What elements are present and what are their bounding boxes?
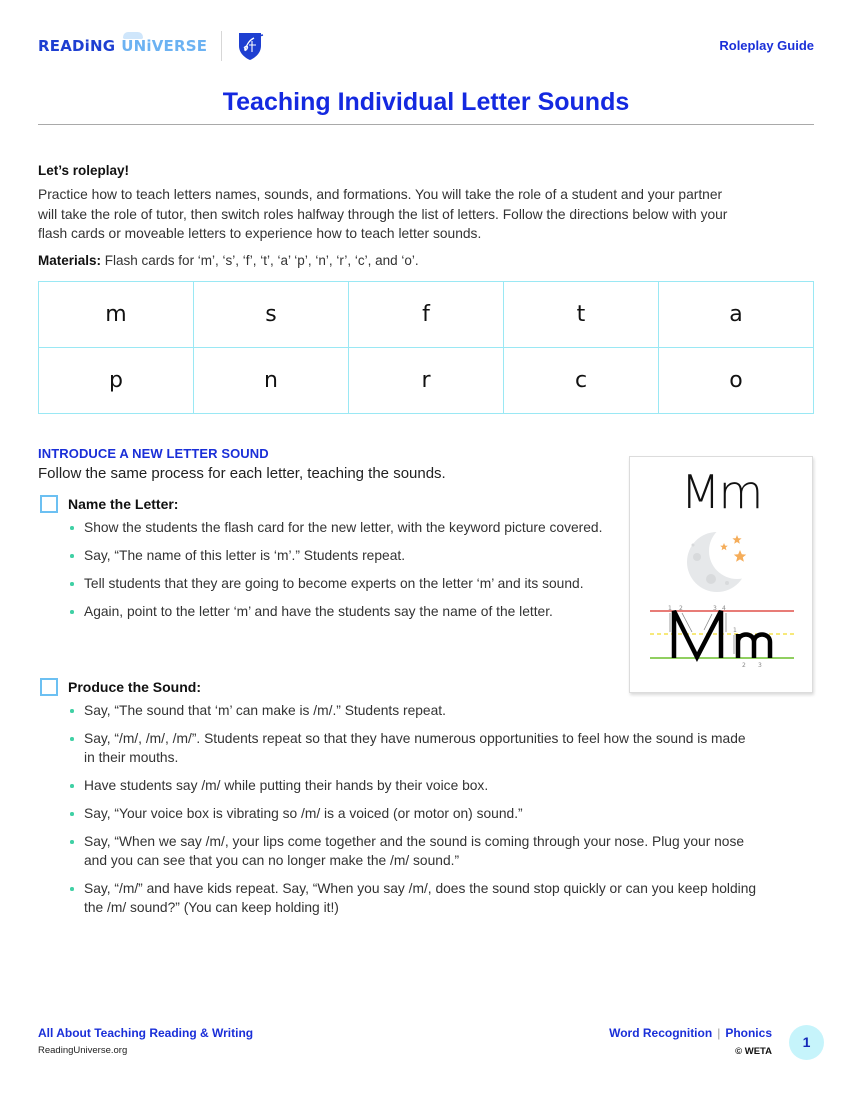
list-item (68, 546, 608, 565)
letter-grid-row (39, 348, 814, 414)
category-word-recognition: Word Recognition (609, 1026, 713, 1040)
bullet-icon (70, 526, 74, 530)
letter-grid-row (39, 282, 814, 348)
materials-label: Materials: (38, 253, 102, 268)
letter-cell: p (39, 348, 194, 414)
bullet-icon (70, 812, 74, 816)
list-item (68, 574, 608, 593)
step-label: Produce the Sound: (68, 679, 201, 695)
letter-cell: c (504, 348, 659, 414)
title-divider (38, 124, 814, 125)
list-item-text: Say, “/m/” and have kids repeat. Say, “When you say /m/, does the sound stop quickly or can you keep holding the /m/ sound?” (You can keep holding it!) (84, 881, 757, 915)
bullet-icon (70, 610, 74, 614)
letter-formation-guide-icon (650, 602, 794, 672)
step-1-bullets (68, 518, 608, 630)
bullet-icon (70, 737, 74, 741)
moon-and-stars-icon (685, 527, 765, 597)
list-item-text: Say, “The name of this letter is ‘m’.” Students repeat. (84, 548, 406, 563)
list-item-text: Say, “The sound that ‘m’ can make is /m/.” Students repeat. (84, 703, 446, 718)
list-item-text: Say, “/m/, /m/, /m/”. Students repeat so that they have numerous opportunities to feel how the sound is made in their mouths. (84, 731, 746, 765)
letter-cell: o (659, 348, 814, 414)
list-item (68, 879, 758, 917)
step-label: Name the Letter: (68, 496, 179, 512)
step-checkbox[interactable] (40, 678, 58, 696)
page-title: Teaching Individual Letter Sounds (222, 88, 630, 116)
category-phonics: Phonics (725, 1026, 772, 1040)
svg-text:1: 1 (733, 627, 737, 634)
materials-line (38, 253, 419, 268)
bullet-icon (70, 840, 74, 844)
category-separator: | (717, 1026, 721, 1040)
footer-series-title: All About Teaching Reading & Writing (38, 1026, 254, 1040)
svg-text:2: 2 (742, 662, 746, 669)
bullet-icon (70, 784, 74, 788)
letter-m-flashcard (629, 456, 813, 693)
copyright: © WETA (735, 1046, 772, 1057)
svg-text:1: 1 (668, 605, 672, 612)
logo-universe-label: UNiVERSE (121, 37, 208, 55)
footer-category-line (609, 1026, 772, 1040)
letter-grid (38, 281, 814, 414)
svg-text:4: 4 (722, 605, 726, 612)
list-item (68, 701, 758, 720)
reading-universe-logo[interactable] (38, 30, 264, 62)
list-item (68, 804, 758, 823)
letter-cell: f (349, 282, 504, 348)
list-item-text: Have students say /m/ while putting their hands by their voice box. (84, 778, 489, 793)
list-item (68, 832, 758, 870)
letter-cell: n (194, 348, 349, 414)
list-item (68, 729, 758, 767)
bullet-icon (70, 554, 74, 558)
roleplay-guide-label: Roleplay Guide (719, 38, 814, 53)
letter-cell: m (39, 282, 194, 348)
intro-heading: Let’s roleplay! (38, 163, 130, 178)
list-item-text: Again, point to the letter ‘m’ and have the students say the name of the letter. (84, 604, 553, 619)
list-item-text: Show the students the flash card for the new letter, with the keyword picture covered. (84, 520, 603, 535)
aft-shield-icon (236, 31, 264, 61)
step-2-bullets (68, 701, 758, 926)
letter-cell: a (659, 282, 814, 348)
svg-text:2: 2 (679, 605, 683, 612)
list-item-text: Say, “When we say /m/, your lips come together and the sound is coming through your nose. Plug your nose and you can see that you can no longer make the /m/ sound.” (84, 834, 745, 868)
section-subheading: Follow the same process for each letter, teaching the sounds. (38, 465, 446, 482)
letter-cell: s (194, 282, 349, 348)
bullet-icon (70, 582, 74, 586)
list-item-text: Say, “Your voice box is vibrating so /m/ is a voiced (or motor on) sound.” (84, 806, 523, 821)
list-item (68, 602, 608, 621)
section-heading: INTRODUCE A NEW LETTER SOUND (38, 446, 269, 461)
footer-site-link[interactable]: ReadingUniverse.org (38, 1045, 128, 1056)
header (38, 30, 814, 62)
intro-paragraph: Practice how to teach letters names, sounds, and formations. You will take the role of a student and your partner will take the role of tutor, then switch roles halfway through the list of letters. Follow the directions below with your flash cards or moveable letters to experience how to teach letter sounds. (38, 187, 728, 241)
list-item (68, 518, 608, 537)
flashcard-letters: Mm (680, 465, 762, 519)
page-number-badge: 1 (789, 1025, 824, 1060)
logo-reading-text: READiNG (38, 37, 116, 55)
letter-cell: r (349, 348, 504, 414)
bullet-icon (70, 887, 74, 891)
footer-categories (609, 1026, 772, 1057)
letter-cell: t (504, 282, 659, 348)
svg-text:3: 3 (713, 605, 717, 612)
list-item (68, 776, 758, 795)
bullet-icon (70, 709, 74, 713)
svg-text:3: 3 (758, 662, 762, 669)
logo-divider (221, 31, 222, 61)
materials-text: Flash cards for ‘m’, ‘s’, ‘f’, ‘t’, ‘a’ ‘p’, ‘n’, ‘r’, ‘c’, and ‘o’. (101, 253, 419, 268)
list-item-text: Tell students that they are going to become experts on the letter ‘m’ and its sound. (84, 576, 584, 591)
step-checkbox[interactable] (40, 495, 58, 513)
logo-universe-text (121, 37, 207, 55)
